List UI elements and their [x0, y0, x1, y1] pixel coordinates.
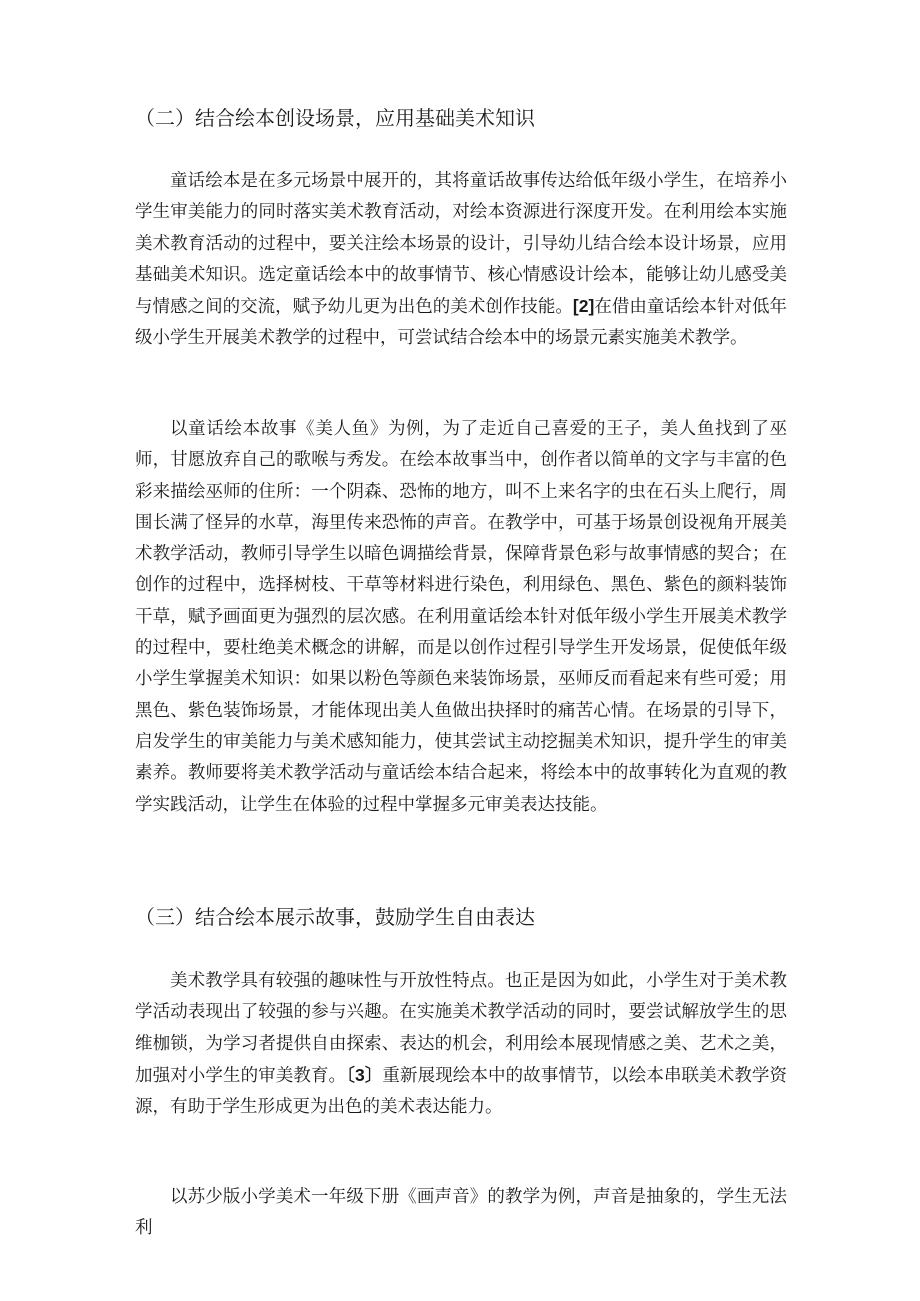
paragraph-3-1-text-b: 重新展现绘本中的故事情节，以绘本串联美术教学资源，有助于学生形成更为出色的美术表达能力。: [135, 1065, 788, 1118]
section-heading-2: （二）结合绘本创设场景，应用基础美术知识: [135, 106, 535, 130]
paragraph-3-1: [135, 966, 787, 1123]
paragraph-2-2: 以童话绘本故事《美人鱼》为例，为了走近自己喜爱的王子，美人鱼找到了巫师，甘愿放弃自己的歌喉与秀发。在绘本故事当中，创作者以简单的文字与丰富的色彩来描绘巫师的住所：一个阴森、恐怖的地方，叫不上来名字的虫在石头上爬行，周围长满了怪异的水草，海里传来恐怖的声音。在教学中，可基于场景创设视角开展美术教学活动，教师引导学生以暗色调描绘背景，保障背景色彩与故事情感的契合；在创作的过程中，选择树枝、干草等材料进行染色，利用绿色、黑色、紫色的颜料装饰干草，赋予画面更为强烈的层次感。在利用童话绘本针对低年级小学生开展美术教学的过程中，要杜绝美术概念的讲解，而是以创作过程引导学生开发场景，促使低年级小学生掌握美术知识：如果以粉色等颜色来装饰场景，巫师反而看起来有些可爱；用黑色、紫色装饰场景，才能体现出美人鱼做出抉择时的痛苦心情。在场景的引导下，启发学生的审美能力与美术感知能力，使其尝试主动挖掘美术知识，提升学生的审美素养。教师要将美术教学活动与童话绘本结合起来，将绘本中的故事转化为直观的教学实践活动，让学生在体验的过程中掌握多元审美表达技能。: [135, 419, 787, 815]
paragraph-3-1-text-a: 美术教学具有较强的趣味性与开放性特点。也正是因为如此，小学生对于美术教学活动表现出了较强的参与兴趣。在实施美术教学活动的同时，要尝试解放学生的思维枷锁，为学习者提供自由探索、表达的机会，利用绘本展现情感之美、艺术之美，加强对小学生的审美教育。: [135, 971, 787, 1086]
paragraph-2-1-text-b: 在借由童话绘本针对低年级小学生开展美术教学的过程中，可尝试结合绘本中的场景元素实施美术教学。: [135, 297, 787, 349]
paragraph-2-1-text-a: 童话绘本是在多元场景中展开的，其将童话故事传达给低年级小学生，在培养小学生审美能力的同时落实美术教育活动，对绘本资源进行深度开发。在利用绘本实施美术教育活动的过程中，要关注绘本场景的设计，引导幼儿结合绘本设计场景，应用基础美术知识。选定童话绘本中的故事情节、核心情感设计绘本，能够让幼儿感受美与情感之间的交流，赋予幼儿更为出色的美术创作技能。: [135, 171, 787, 318]
paragraph-2-1: [135, 166, 787, 355]
section-heading-3: （三）结合绘本展示故事，鼓励学生自由表达: [135, 905, 535, 929]
citation-2: [2]: [572, 296, 595, 317]
citation-3: 〔3〕: [346, 1064, 383, 1085]
paragraph-3-2: 以苏少版小学美术一年级下册《画声音》的教学为例，声音是抽象的，学生无法利: [135, 1187, 787, 1239]
